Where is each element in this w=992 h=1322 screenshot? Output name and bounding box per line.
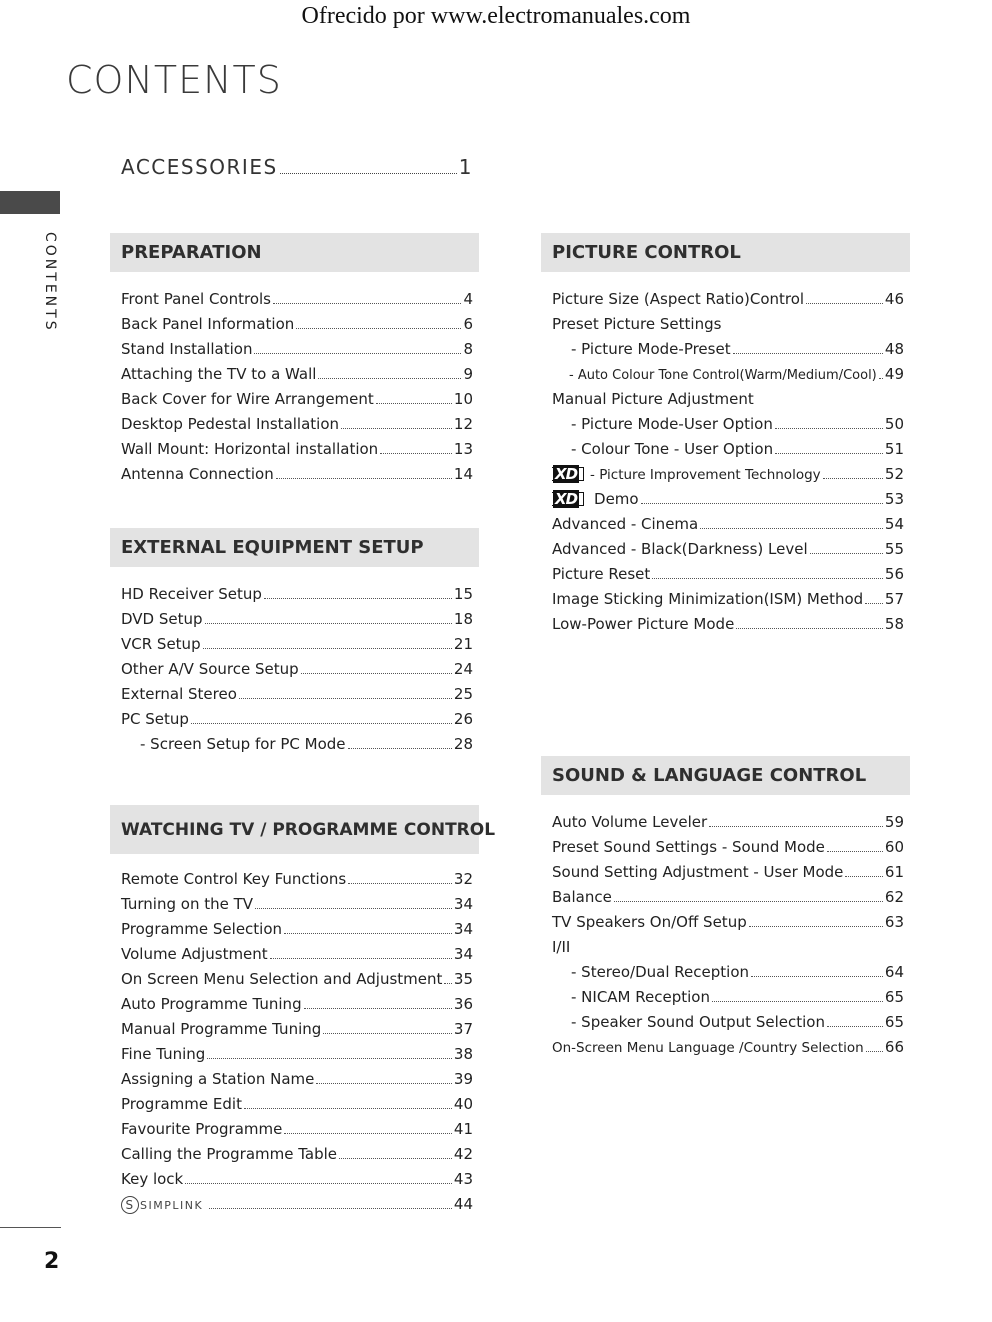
dot-leader [810, 553, 883, 554]
section-header: PICTURE CONTROL [541, 233, 910, 272]
toc-entry[interactable] [552, 340, 904, 365]
dot-leader [280, 173, 457, 174]
toc-entry-label: Remote Control Key Functions [121, 870, 347, 888]
toc-entry[interactable] [552, 540, 904, 565]
dot-leader [749, 926, 883, 927]
toc-entry-label: Programme Edit [121, 1095, 242, 1113]
toc-entry-page: 6 [463, 315, 473, 333]
toc-entry-page: 44 [453, 1195, 473, 1213]
toc-entry[interactable] [552, 590, 904, 615]
toc-entry-page: 57 [884, 590, 904, 608]
toc-entry-page: 49 [884, 365, 904, 383]
toc-entry-label: PC Setup [121, 710, 189, 728]
section-header: EXTERNAL EQUIPMENT SETUP [110, 528, 479, 567]
toc-entry-page: 66 [884, 1038, 904, 1056]
toc-entry-page: 51 [884, 440, 904, 458]
toc-entry[interactable] [121, 685, 473, 710]
toc-heading [552, 390, 904, 415]
toc-entry[interactable] [121, 315, 473, 340]
toc-heading-label: Manual Picture Adjustment [552, 390, 754, 408]
dot-leader [203, 648, 452, 649]
toc-entry[interactable] [552, 365, 904, 390]
toc-entry-page: 8 [463, 340, 473, 358]
toc-entry-page: 21 [453, 635, 473, 653]
toc-entry-page: 63 [884, 913, 904, 931]
dot-leader [806, 303, 883, 304]
toc-entry-page: 34 [453, 895, 473, 913]
dot-leader [239, 698, 452, 699]
toc-entry-label: ACCESSORIES [121, 155, 278, 179]
dot-leader [614, 901, 883, 902]
toc-entry[interactable] [552, 913, 904, 938]
dot-leader [823, 478, 883, 479]
toc-entry-page: 28 [453, 735, 473, 753]
toc-entry[interactable] [552, 988, 904, 1013]
dot-leader [284, 933, 452, 934]
toc-entry[interactable] [121, 1020, 473, 1045]
toc-entry-label: Assigning a Station Name [121, 1070, 315, 1088]
toc-heading-label: Preset Picture Settings [552, 315, 722, 333]
toc-entry[interactable] [552, 565, 904, 590]
dot-leader [191, 723, 452, 724]
toc-entry-label: Picture Size (Aspect Ratio)Control [552, 290, 805, 308]
dot-leader [264, 598, 452, 599]
dot-leader [205, 623, 452, 624]
toc-entry-xd-demo[interactable] [552, 490, 904, 515]
toc-entry-label: TV Speakers On/Off Setup [552, 913, 747, 931]
toc-entry-label: - Speaker Sound Output Selection [571, 1013, 825, 1031]
toc-entry-page: 42 [453, 1145, 473, 1163]
dot-leader [775, 428, 883, 429]
toc-entry-label: Back Panel Information [121, 315, 295, 333]
toc-entry-page: 13 [453, 440, 473, 458]
toc-entry-label: DVD Setup [121, 610, 203, 628]
toc-entry[interactable] [121, 920, 473, 945]
toc-entry-label: Auto Volume Leveler [552, 813, 708, 831]
dot-leader [339, 1158, 452, 1159]
toc-entry-label: Volume Adjustment [121, 945, 268, 963]
toc-entry-page: 56 [884, 565, 904, 583]
toc-entry-page: 40 [453, 1095, 473, 1113]
toc-entry[interactable] [552, 863, 904, 888]
toc-entry-label: Fine Tuning [121, 1045, 206, 1063]
section-external-equipment [110, 528, 479, 760]
toc-entry[interactable] [121, 895, 473, 920]
toc-entry-page: 54 [884, 515, 904, 533]
toc-entry[interactable] [121, 290, 473, 315]
toc-heading [552, 315, 904, 340]
toc-entry-page: 58 [884, 615, 904, 633]
toc-entry[interactable] [121, 610, 473, 635]
side-label: CONTENTS [42, 232, 58, 333]
toc-entry[interactable] [121, 970, 473, 995]
toc-entry-page: 36 [453, 995, 473, 1013]
toc-entry-label: HD Receiver Setup [121, 585, 262, 603]
toc-entry-page: 61 [884, 863, 904, 881]
toc-entry-label: Demo [594, 490, 639, 508]
toc-entry-label: Other A/V Source Setup [121, 660, 299, 678]
dot-leader [255, 908, 452, 909]
section-header: WATCHING TV / PROGRAMME CONTROL [110, 805, 479, 854]
toc-entry[interactable] [121, 365, 473, 390]
page-title: CONTENTS [66, 58, 282, 102]
toc-entry-page: 48 [884, 340, 904, 358]
dot-leader [185, 1183, 452, 1184]
dot-leader [733, 353, 883, 354]
section-picture-control [541, 233, 910, 640]
toc-entry[interactable] [552, 290, 904, 315]
toc-entry-page: 10 [453, 390, 473, 408]
toc-entry-label: Image Sticking Minimization(ISM) Method [552, 590, 864, 608]
dot-leader [751, 976, 883, 977]
dot-leader [866, 1051, 883, 1052]
toc-entry-label: Auto Programme Tuning [121, 995, 302, 1013]
section-watching-tv [110, 805, 496, 1220]
toc-entry[interactable] [552, 963, 904, 988]
toc-entry-page: 9 [463, 365, 473, 383]
toc-entry-page: 34 [453, 920, 473, 938]
xd-logo-text: XD [555, 465, 578, 483]
dot-leader [316, 1083, 452, 1084]
dot-leader [323, 1033, 452, 1034]
dot-leader [209, 1208, 452, 1209]
toc-entry-label: Low-Power Picture Mode [552, 615, 735, 633]
toc-entry-page: 15 [453, 585, 473, 603]
toc-entry-page: 25 [453, 685, 473, 703]
toc-entry-page: 60 [884, 838, 904, 856]
dot-leader [652, 578, 883, 579]
toc-entry-page: 34 [453, 945, 473, 963]
section-preparation [110, 233, 479, 490]
toc-entry[interactable] [552, 615, 904, 640]
toc-entry-label: Calling the Programme Table [121, 1145, 338, 1163]
xd-logo-icon [552, 492, 584, 506]
toc-entry-label: On-Screen Menu Language /Country Selection [552, 1040, 864, 1056]
dot-leader [254, 353, 461, 354]
dot-leader [341, 428, 452, 429]
toc-entry[interactable] [552, 888, 904, 913]
toc-entry-page: 53 [884, 490, 904, 508]
toc-entry-page: 14 [453, 465, 473, 483]
dot-leader [376, 403, 452, 404]
toc-entry[interactable] [552, 838, 904, 863]
toc-entry-page: 59 [884, 813, 904, 831]
toc-entry[interactable] [121, 870, 473, 895]
dot-leader [276, 478, 452, 479]
side-tab-marker [0, 191, 60, 214]
toc-entry-xd[interactable] [552, 465, 904, 490]
toc-entry-label: Balance [552, 888, 612, 906]
dot-leader [348, 748, 452, 749]
toc-entry-label: Favourite Programme [121, 1120, 283, 1138]
section-header: SOUND & LANGUAGE CONTROL [541, 756, 910, 795]
toc-entry-page: 55 [884, 540, 904, 558]
toc-entry-page: 65 [884, 988, 904, 1006]
dot-leader [284, 1133, 452, 1134]
dot-leader [845, 876, 883, 877]
toc-entry[interactable] [552, 515, 904, 540]
dot-leader [709, 826, 883, 827]
dot-leader [827, 1026, 883, 1027]
toc-entry[interactable] [121, 945, 473, 970]
toc-entry-label: Turning on the TV [121, 895, 254, 913]
toc-entry-page: 43 [453, 1170, 473, 1188]
toc-entry-page: 52 [884, 465, 904, 483]
toc-entry[interactable] [121, 660, 473, 685]
toc-entry-label: Wall Mount: Horizontal installation [121, 440, 379, 458]
toc-entry-label: External Stereo [121, 685, 237, 703]
toc-entry[interactable] [121, 1070, 473, 1095]
xd-logo-icon [552, 467, 584, 481]
toc-entry-label: - Screen Setup for PC Mode [140, 735, 346, 753]
simplink-circle-icon: S [121, 1196, 139, 1214]
toc-entry-label: - Picture Mode-User Option [571, 415, 773, 433]
toc-entry-label: - NICAM Reception [571, 988, 710, 1006]
toc-entry-page: 32 [453, 870, 473, 888]
toc-entry-label: Sound Setting Adjustment - User Mode [552, 863, 844, 881]
dot-leader [301, 673, 452, 674]
toc-entry-label: On Screen Menu Selection and Adjustment [121, 970, 443, 988]
toc-entry-label: - Picture Improvement Technology [590, 467, 821, 483]
toc-entry[interactable] [121, 1095, 473, 1120]
toc-entry-label: Programme Selection [121, 920, 283, 938]
toc-entry[interactable] [121, 390, 473, 415]
toc-entry-page: 38 [453, 1045, 473, 1063]
toc-entry-label: Back Cover for Wire Arrangement [121, 390, 374, 408]
toc-entry[interactable] [121, 710, 473, 735]
section-header: PREPARATION [110, 233, 479, 272]
toc-entry-page: 39 [453, 1070, 473, 1088]
watermark-text: Ofrecido por www.electromanuales.com [301, 3, 691, 29]
dot-leader [700, 528, 883, 529]
toc-entry-page: 24 [453, 660, 473, 678]
toc-entry[interactable] [121, 1045, 473, 1070]
simplink-logo-text: SIMPLINK [140, 1198, 204, 1212]
toc-entry-label: Desktop Pedestal Installation [121, 415, 340, 433]
toc-entry-page: 35 [453, 970, 473, 988]
toc-entry-page: 65 [884, 1013, 904, 1031]
dot-leader [296, 328, 461, 329]
toc-entry[interactable] [121, 1170, 473, 1195]
toc-entry[interactable] [121, 585, 473, 610]
toc-entry[interactable] [121, 465, 473, 490]
dot-leader [318, 378, 461, 379]
toc-entry-label: Attaching the TV to a Wall [121, 365, 317, 383]
toc-entry-label: Advanced - Black(Darkness) Level [552, 540, 808, 558]
toc-entry[interactable] [552, 440, 904, 465]
toc-entry[interactable] [552, 1038, 904, 1063]
toc-entry-label: - Picture Mode-Preset [571, 340, 731, 358]
toc-entry-page: 62 [884, 888, 904, 906]
toc-entry-page: 46 [884, 290, 904, 308]
toc-entry-page: 41 [453, 1120, 473, 1138]
dot-leader [244, 1108, 452, 1109]
toc-entry-page: 4 [463, 290, 473, 308]
toc-heading [552, 938, 904, 963]
dot-leader [270, 958, 452, 959]
toc-entry-accessories[interactable] [121, 155, 473, 179]
toc-entry[interactable] [121, 440, 473, 465]
dot-leader [304, 1008, 452, 1009]
toc-entry[interactable] [121, 1120, 473, 1145]
dot-leader [879, 378, 883, 379]
toc-entry-label: Manual Programme Tuning [121, 1020, 322, 1038]
xd-logo-text: XD [555, 490, 578, 508]
toc-entry[interactable] [121, 995, 473, 1020]
toc-entry[interactable] [121, 340, 473, 365]
dot-leader [865, 603, 883, 604]
toc-entry-page: 12 [453, 415, 473, 433]
toc-entry-label: Stand Installation [121, 340, 253, 358]
toc-entry-label: Key lock [121, 1170, 184, 1188]
toc-entry[interactable] [121, 635, 473, 660]
dot-leader [444, 983, 452, 984]
toc-entry[interactable] [552, 415, 904, 440]
dot-leader [207, 1058, 452, 1059]
toc-heading-label: I/II [552, 938, 571, 956]
toc-entry[interactable] [121, 735, 473, 760]
section-sound-language [541, 756, 910, 1063]
toc-entry-label: - Colour Tone - User Option [571, 440, 774, 458]
toc-entry-page: 1 [458, 155, 473, 179]
toc-entry-page: 50 [884, 415, 904, 433]
toc-entry-label: Advanced - Cinema [552, 515, 699, 533]
toc-entry[interactable] [121, 1145, 473, 1170]
dot-leader [736, 628, 883, 629]
toc-entry-label: Preset Sound Settings - Sound Mode [552, 838, 825, 856]
footer-divider [0, 1227, 61, 1228]
dot-leader [775, 453, 883, 454]
dot-leader [712, 1001, 883, 1002]
toc-entry-label: - Stereo/Dual Reception [571, 963, 750, 981]
dot-leader [827, 851, 883, 852]
toc-entry-simplink[interactable] [121, 1195, 473, 1220]
toc-entry-page: 37 [453, 1020, 473, 1038]
dot-leader [273, 303, 461, 304]
toc-entry-label: Front Panel Controls [121, 290, 271, 308]
dot-leader [380, 453, 452, 454]
simplink-logo [121, 1196, 203, 1214]
toc-entry-label: Antenna Connection [121, 465, 274, 483]
page-number: 2 [44, 1249, 60, 1274]
toc-entry-page: 64 [884, 963, 904, 981]
toc-entry-page: 26 [453, 710, 473, 728]
toc-entry-label: - Auto Colour Tone Control(Warm/Medium/Cool) [569, 368, 877, 383]
toc-entry-page: 18 [453, 610, 473, 628]
toc-entry[interactable] [121, 415, 473, 440]
toc-entry[interactable] [552, 1013, 904, 1038]
dot-leader [348, 883, 452, 884]
dot-leader [641, 503, 883, 504]
toc-entry[interactable] [552, 813, 904, 838]
toc-entry-label: VCR Setup [121, 635, 201, 653]
toc-entry-label: Picture Reset [552, 565, 651, 583]
